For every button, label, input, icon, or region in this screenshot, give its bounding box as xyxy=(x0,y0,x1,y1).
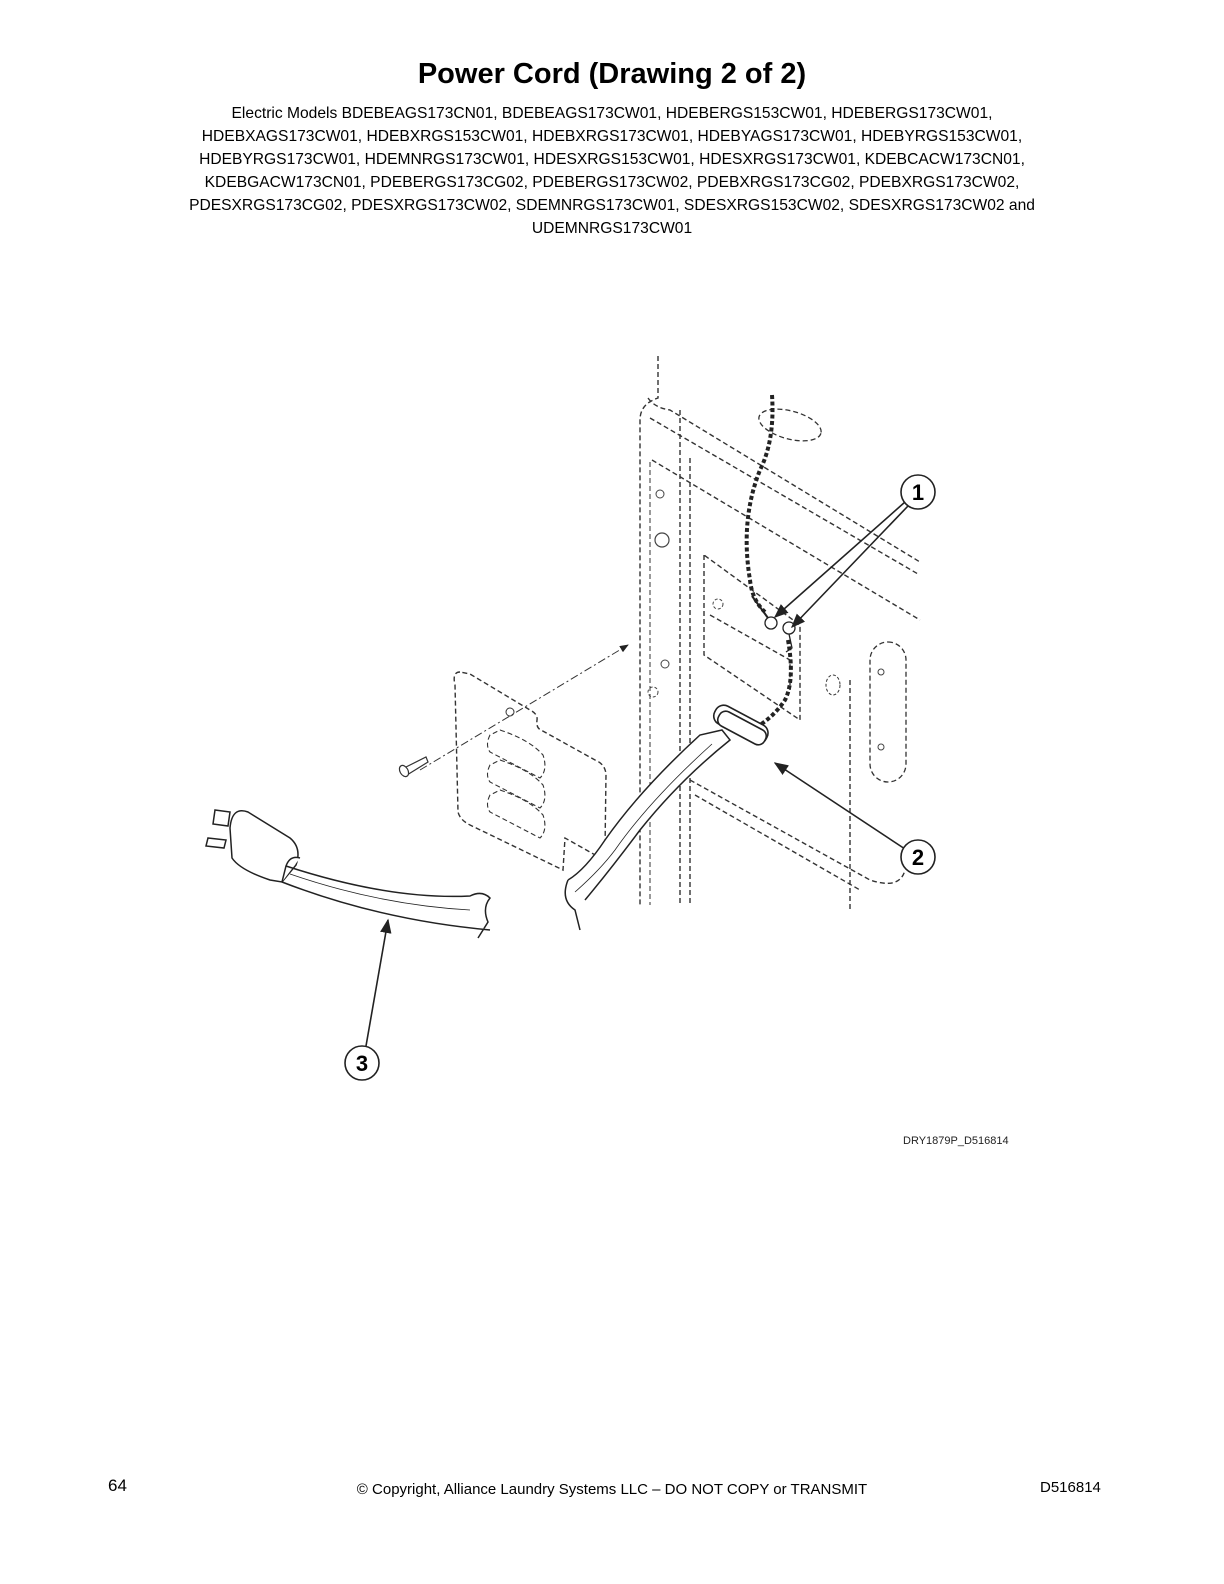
document-id: D516814 xyxy=(1040,1479,1101,1496)
page-number: 64 xyxy=(108,1476,127,1495)
cord-to-bushing xyxy=(565,730,730,930)
model-list-line: UDEMNRGS173CW01 xyxy=(531,220,693,237)
callout-1 xyxy=(775,475,935,627)
power-cord xyxy=(206,810,490,938)
figure-id: DRY1879P_D516814 xyxy=(903,1135,1009,1147)
model-list-line: KDEBGACW173CN01, PDEBERGS173CG02, PDEBERGS173CW02, PDEBXRGS173CG02, PDEBXRGS173CW02, xyxy=(204,174,1020,191)
page-title: Power Cord (Drawing 2 of 2) xyxy=(417,58,807,90)
cord-access-hole xyxy=(755,403,824,447)
internal-wire xyxy=(747,395,773,612)
model-list-line: PDESXRGS173CG02, PDESXRGS173CW02, SDEMNRGS173CW01, SDESXRGS153CW02, SDESXRGS173CW02 and xyxy=(189,197,1035,214)
dryer-cabinet xyxy=(640,356,920,910)
callout-3 xyxy=(345,920,388,1080)
panel-slot xyxy=(870,642,906,782)
model-list-line: HDEBXAGS173CW01, HDEBXRGS153CW01, HDEBXRGS173CW01, HDEBYAGS173CW01, HDEBYRGS153CW01, xyxy=(201,128,1023,145)
alignment-line xyxy=(420,645,628,770)
service-cover-plate xyxy=(454,672,606,870)
model-list-line: HDEBYRGS173CW01, HDEMNRGS173CW01, HDESXRGS153CW01, HDESXRGS173CW01, KDEBCACW173CN01, xyxy=(199,151,1025,168)
svg-text:2: 2 xyxy=(911,845,925,870)
svg-text:3: 3 xyxy=(355,1051,369,1076)
copyright-notice: © Copyright, Alliance Laundry Systems LLC – DO NOT COPY or TRANSMIT xyxy=(356,1481,868,1498)
callout-2 xyxy=(775,763,935,874)
model-list-line: Electric Models BDEBEAGS173CN01, BDEBEAGS173CW01, HDEBERGS153CW01, HDEBERGS173CW01, xyxy=(231,105,993,122)
svg-text:1: 1 xyxy=(911,480,925,505)
